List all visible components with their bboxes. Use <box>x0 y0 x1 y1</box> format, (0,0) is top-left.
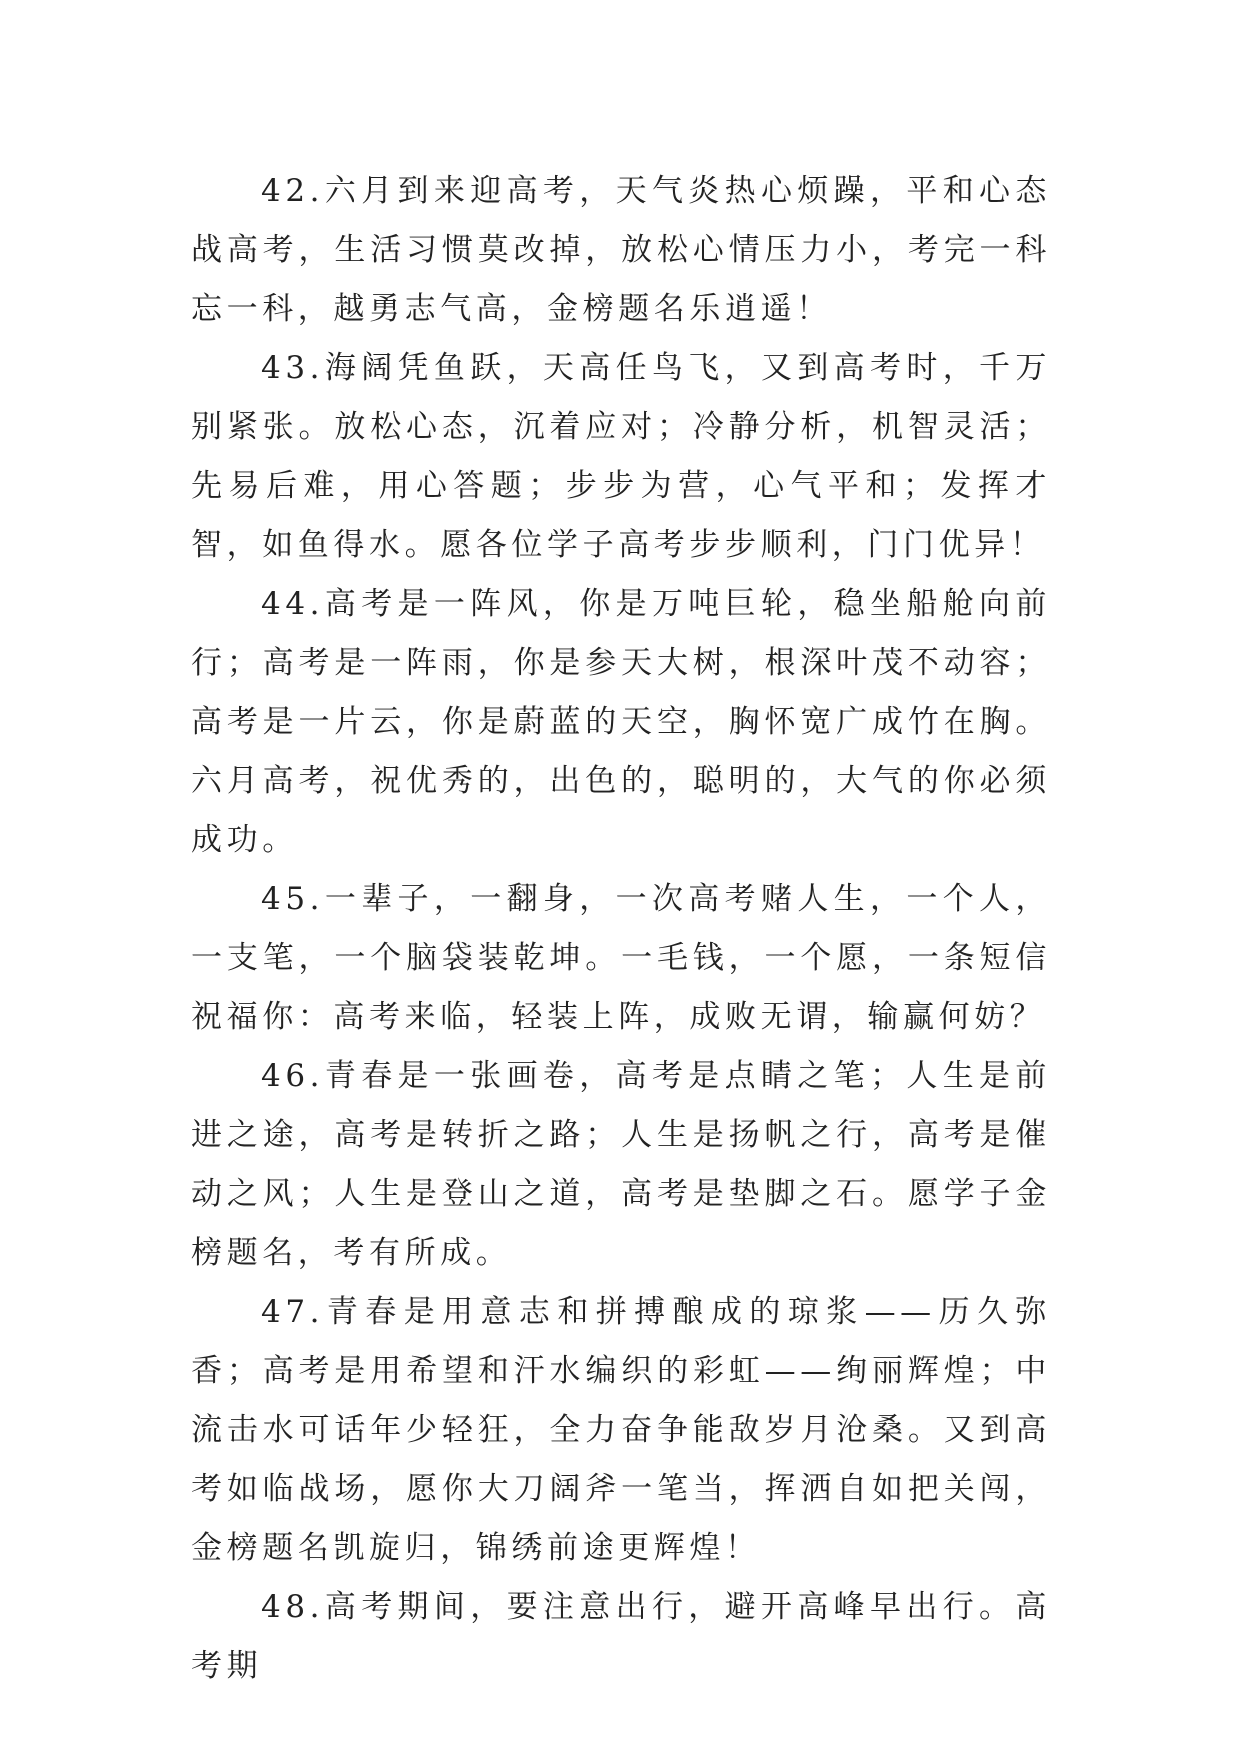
paragraph-45: 45.一辈子，一翻身，一次高考赌人生，一个人，一支笔，一个脑袋装乾坤。一毛钱，一个愿，一条短信祝福你：高考来临，轻装上阵，成败无谓，输赢何妨？ <box>191 881 1051 1035</box>
paragraph-47: 47.青春是用意志和拼搏酿成的琼浆——历久弥香；高考是用希望和汗水编织的彩虹——绚丽辉煌；中流击水可话年少轻狂，全力奋争能敌岁月沧桑。又到高考如临战场，愿你大刀阔斧一笔当，挥洒自如把关闯，金榜题名凯旋归，锦绣前途更辉煌！ <box>191 1294 1051 1566</box>
paragraph-42: 42.六月到来迎高考，天气炎热心烦躁，平和心态战高考，生活习惯莫改掉，放松心情压力小，考完一科忘一科，越勇志气高，金榜题名乐逍遥！ <box>191 173 1051 327</box>
paragraph-48: 48.高考期间，要注意出行，避开高峰早出行。高考期 <box>191 1589 1051 1684</box>
paragraph-43: 43.海阔凭鱼跃，天高任鸟飞，又到高考时，千万别紧张。放松心态，沉着应对；冷静分析，机智灵活；先易后难，用心答题；步步为营，心气平和；发挥才智，如鱼得水。愿各位学子高考步步顺利，门门优异！ <box>191 350 1051 563</box>
paragraph-46: 46.青春是一张画卷，高考是点睛之笔；人生是前进之途，高考是转折之路；人生是扬帆之行，高考是催动之风；人生是登山之道，高考是垫脚之石。愿学子金榜题名，考有所成。 <box>191 1058 1051 1271</box>
paragraph-44: 44.高考是一阵风，你是万吨巨轮，稳坐船舱向前行；高考是一阵雨，你是参天大树，根深叶茂不动容；高考是一片云，你是蔚蓝的天空，胸怀宽广成竹在胸。六月高考，祝优秀的，出色的，聪明的，大气的你必须成功。 <box>191 586 1051 858</box>
document-body <box>191 162 1051 1696</box>
